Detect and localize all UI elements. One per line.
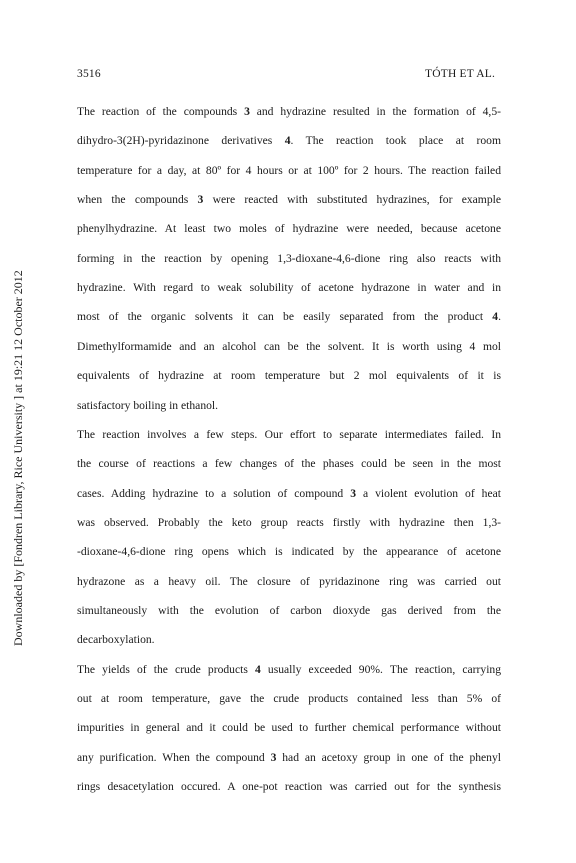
text-segment: any purification. When the compound — [77, 751, 271, 764]
text-segment: forming in the reaction by opening 1,3-dioxane-4,6-dione ring also reacts with — [77, 252, 501, 265]
text-line — [77, 399, 218, 413]
text-segment: The reaction of the compounds — [77, 105, 245, 118]
text-line — [77, 663, 501, 677]
text-segment: dihydro-3(2H)-pyridazinone derivatives — [77, 134, 285, 147]
text-segment: The reaction involves a few steps. Our effort to separate intermediates failed. In — [77, 428, 501, 441]
text-line — [77, 105, 501, 119]
text-segment: phenylhydrazine. At least two moles of hydrazine were needed, because acetone — [77, 222, 501, 235]
text-segment: . The reaction took place at room — [290, 134, 501, 147]
compound-number: 4 — [284, 134, 291, 147]
text-segment: and hydrazine resulted in the formation of 4,5- — [249, 105, 501, 118]
text-line — [77, 633, 155, 647]
compound-number: 3 — [270, 751, 277, 764]
text-segment: hydrazone as a heavy oil. The closure of pyridazinone ring was carried out — [77, 575, 501, 588]
text-line — [77, 252, 501, 266]
text-segment: was observed. Probably the keto group reacts firstly with hydrazine then 1,3- — [77, 516, 501, 529]
text-line — [77, 193, 501, 207]
text-segment: out at room temperature, gave the crude products contained less than 5% of — [77, 692, 501, 705]
text-segment: when the compounds — [77, 193, 198, 206]
text-segment: had an acetoxy group in one of the phenyl — [276, 751, 501, 764]
text-segment: most of the organic solvents it can be easily separated from the product — [77, 310, 493, 323]
text-line — [77, 487, 501, 501]
text-segment: were reacted with substituted hydrazines, for example — [203, 193, 501, 206]
text-segment: impurities in general and it could be used to further chemical performance without — [77, 721, 501, 734]
compound-number: 3 — [197, 193, 204, 206]
text-segment: hydrazine. With regard to weak solubility of acetone hydrazone in water and in — [77, 281, 501, 294]
text-line — [77, 575, 501, 589]
text-line — [77, 516, 501, 530]
download-watermark: Downloaded by [Fondren Library, Rice University ] at 19:21 12 October 2012 — [11, 270, 25, 646]
compound-number: 4 — [492, 310, 499, 323]
page-number: 3516 — [77, 68, 101, 80]
text-line — [77, 604, 501, 618]
text-segment: temperature for a day, at 80º for 4 hours or at 100º for 2 hours. The reaction failed — [77, 164, 501, 177]
text-segment: The yields of the crude products — [77, 663, 255, 676]
text-line — [77, 428, 501, 442]
text-line — [77, 692, 501, 706]
compound-number: 4 — [255, 663, 261, 676]
text-segment: decarboxylation. — [77, 633, 155, 646]
text-line — [77, 369, 501, 383]
text-line — [77, 721, 501, 735]
text-line — [77, 281, 501, 295]
compound-number: 3 — [350, 487, 356, 500]
text-segment: usually exceeded 90%. The reaction, carrying — [260, 663, 502, 676]
text-line — [77, 222, 501, 236]
text-segment: Dimethylformamide and an alcohol can be the solvent. It is worth using 4 mol — [77, 340, 501, 353]
text-line — [77, 164, 501, 178]
text-segment: cases. Adding hydrazine to a solution of compound — [77, 487, 351, 500]
text-line — [77, 310, 501, 324]
text-segment: a violent evolution of heat — [355, 487, 501, 500]
text-line — [77, 457, 501, 471]
text-segment: simultaneously with the evolution of carbon dioxyde gas derived from the — [77, 604, 501, 617]
text-line — [77, 545, 501, 559]
text-segment: the course of reactions a few changes of the phases could be seen in the most — [77, 457, 501, 470]
text-line — [77, 340, 501, 354]
text-line — [77, 751, 501, 765]
text-line — [77, 134, 501, 148]
text-segment: -dioxane-4,6-dione ring opens which is indicated by the appearance of acetone — [77, 545, 501, 558]
compound-number: 3 — [244, 105, 250, 118]
text-segment: rings desacetylation occured. A one-pot reaction was carried out for the synthesis — [77, 780, 501, 793]
text-line — [77, 780, 501, 794]
text-segment: equivalents of hydrazine at room temperature but 2 mol equivalents of it is — [77, 369, 501, 382]
text-segment: . — [498, 310, 501, 323]
text-segment: satisfactory boiling in ethanol. — [77, 399, 219, 412]
running-head: TÓTH ET AL. — [425, 68, 496, 80]
